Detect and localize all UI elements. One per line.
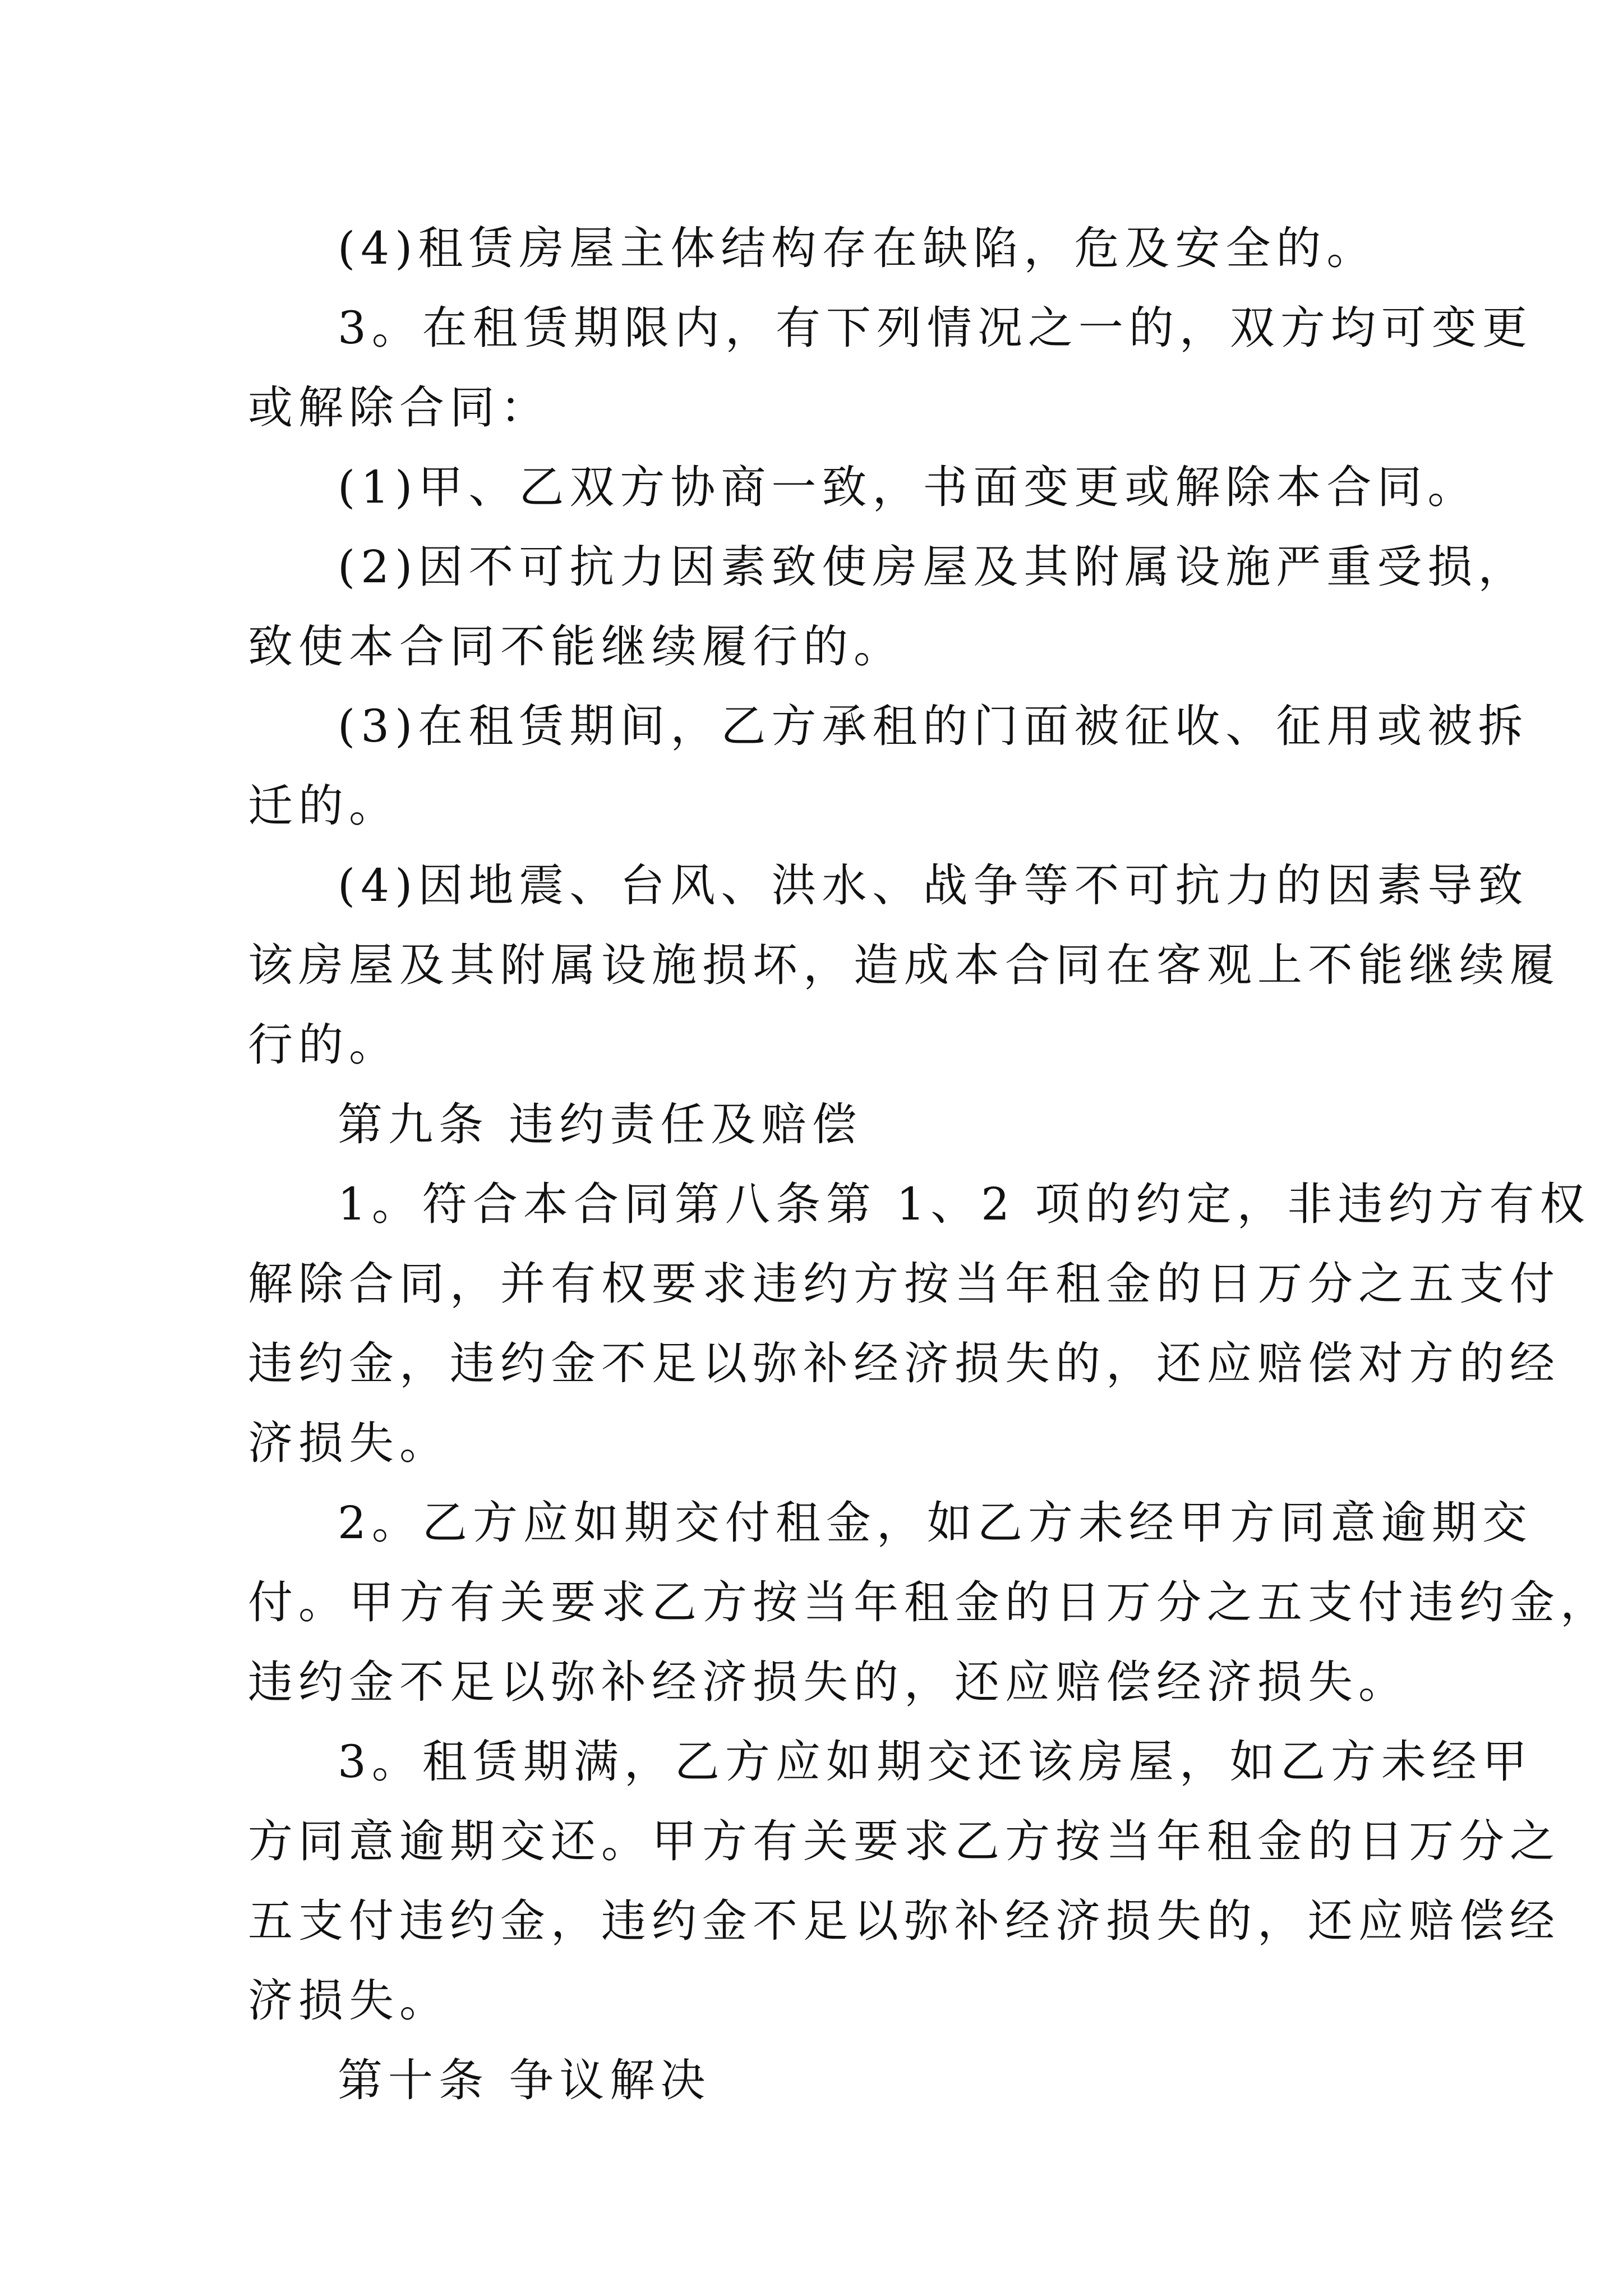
clause-line: 济损失。 xyxy=(248,1975,450,2027)
clause-line: (4)因地震、台风、洪水、战争等不可抗力的因素导致 xyxy=(338,859,1529,912)
clause-line: 1。符合本合同第八条第 1、2 项的约定，非违约方有权 xyxy=(338,1178,1590,1230)
clause-line: 致使本合同不能继续履行的。 xyxy=(248,620,904,673)
clause-line: (1)甲、乙双方协商一致，书面变更或解除本合同。 xyxy=(338,461,1478,513)
clause-line: 3。租赁期满，乙方应如期交还该房屋，如乙方未经甲 xyxy=(338,1736,1533,1788)
clause-line: 3。在租赁期限内，有下列情况之一的，双方均可变更 xyxy=(338,302,1533,354)
clause-line: 2。乙方应如期交付租金，如乙方未经甲方同意逾期交 xyxy=(338,1497,1533,1549)
clause-line: 济损失。 xyxy=(248,1417,450,1469)
clause-line: (4)租赁房屋主体结构存在缺陷，危及安全的。 xyxy=(338,222,1377,274)
contract-text-body xyxy=(248,209,1611,2120)
clause-line: 付。甲方有关要求乙方按当年租金的日万分之五支付违约金， xyxy=(248,1576,1611,1628)
clause-line: 违约金，违约金不足以弥补经济损失的，还应赔偿对方的经 xyxy=(248,1337,1560,1389)
clause-line: (2)因不可抗力因素致使房屋及其附属设施严重受损， xyxy=(338,541,1529,593)
clause-line: 迁的。 xyxy=(248,780,399,832)
clause-line: 违约金不足以弥补经济损失的，还应赔偿经济损失。 xyxy=(248,1656,1409,1708)
section-heading-article-10: 第十条 争议解决 xyxy=(338,2054,711,2106)
clause-line: 解除合同，并有权要求违约方按当年租金的日万分之五支付 xyxy=(248,1258,1560,1310)
clause-line: 方同意逾期交还。甲方有关要求乙方按当年租金的日万分之 xyxy=(248,1815,1560,1867)
clause-line: 或解除合同： xyxy=(248,381,551,434)
clause-line: 该房屋及其附属设施损坏，造成本合同在客观上不能继续履 xyxy=(248,939,1560,991)
section-heading-article-9: 第九条 违约责任及赔偿 xyxy=(338,1098,863,1151)
clause-line: (3)在租赁期间，乙方承租的门面被征收、征用或被拆 xyxy=(338,700,1529,752)
clause-line: 行的。 xyxy=(248,1019,399,1071)
clause-line: 五支付违约金，违约金不足以弥补经济损失的，还应赔偿经 xyxy=(248,1895,1560,1947)
